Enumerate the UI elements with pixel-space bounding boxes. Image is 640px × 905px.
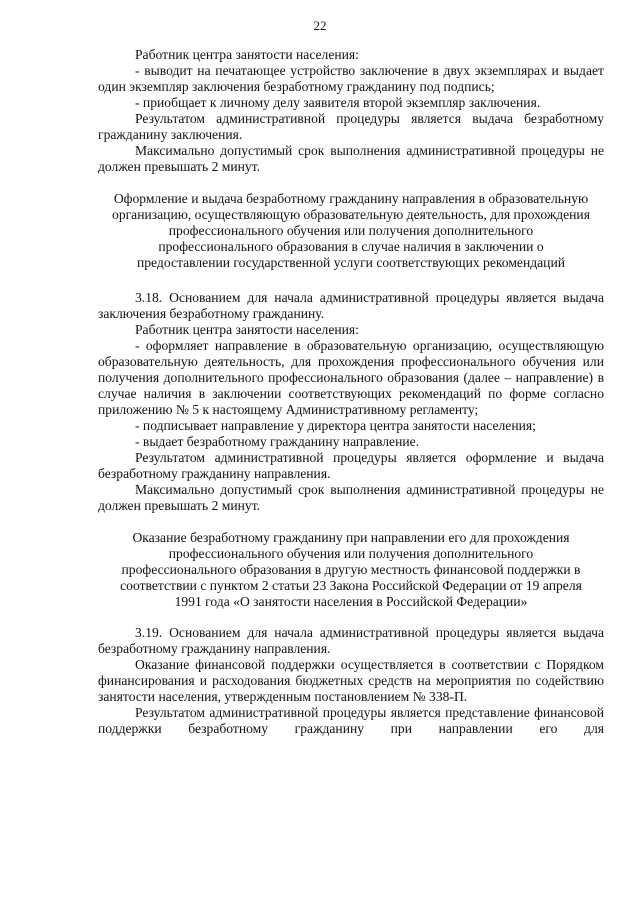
document-body bbox=[98, 47, 604, 737]
spacer bbox=[98, 271, 604, 290]
paragraph: - приобщает к личному делу заявителя второй экземпляр заключения. bbox=[135, 95, 541, 110]
spacer bbox=[98, 514, 604, 530]
spacer bbox=[98, 175, 604, 191]
spacer bbox=[98, 610, 604, 625]
paragraph: Результатом административной процедуры является выдача безработному гражданину заключения. bbox=[98, 111, 604, 142]
section-heading: Оформление и выдача безработному гражданину направления в образовательную организацию, осуществляющую образовательную деятельность, для прохождения профессионального обучения или получения дополнительного профессионального образования в случае наличия в заключении о предоставлении государственной услуги соответствующих рекомендаций bbox=[112, 191, 590, 270]
paragraph: - оформляет направление в образовательную организацию, осуществляющую образовательную деятельность, для прохождения профессионального обучения или получения дополнительного профессионального образования (далее – направление) в случае наличия в заключении соответствующих рекомендаций по форме согласно приложению № 5 к настоящему Административному регламенту; bbox=[98, 338, 604, 417]
paragraph: - выводит на печатающее устройство заключение в двух экземплярах и выдает один экземпляр заключения безработному гражданину под подпись; bbox=[98, 63, 604, 94]
paragraph: 3.18. Основанием для начала административной процедуры является выдача заключения безработному гражданину. bbox=[98, 290, 604, 321]
paragraph: Работник центра занятости населения: bbox=[135, 322, 359, 337]
paragraph: - выдает безработному гражданину направление. bbox=[135, 434, 420, 449]
paragraph: Максимально допустимый срок выполнения административной процедуры не должен превышать 2 минут. bbox=[98, 143, 604, 174]
paragraph: Оказание финансовой поддержки осуществляется в соответствии с Порядком финансирования и расходования бюджетных средств на мероприятия по содействию занятости населения, утвержденным постановлением № 338-П. bbox=[98, 657, 604, 704]
paragraph: Результатом административной процедуры является оформление и выдача безработному гражданину направления. bbox=[98, 450, 604, 481]
page-number: 22 bbox=[313, 18, 327, 33]
paragraph: Результатом административной процедуры является представление финансовой поддержки безработному гражданину при направлении его для bbox=[98, 705, 604, 736]
section-heading: Оказание безработному гражданину при направлении его для прохождения профессионального обучения или получения дополнительного профессионального образования в другую местность финансовой поддержки в соответствии с пунктом 2 статьи 23 Закона Российской Федерации от 19 апреля 1991 года «О занятости населения в Российской Федерации» bbox=[120, 530, 582, 609]
paragraph: Работник центра занятости населения: bbox=[135, 47, 359, 62]
paragraph: Максимально допустимый срок выполнения административной процедуры не должен превышать 2 минут. bbox=[98, 482, 604, 513]
paragraph: 3.19. Основанием для начала административной процедуры является выдача безработному гражданину направления. bbox=[98, 625, 604, 656]
paragraph: - подписывает направление у директора центра занятости населения; bbox=[135, 418, 536, 433]
